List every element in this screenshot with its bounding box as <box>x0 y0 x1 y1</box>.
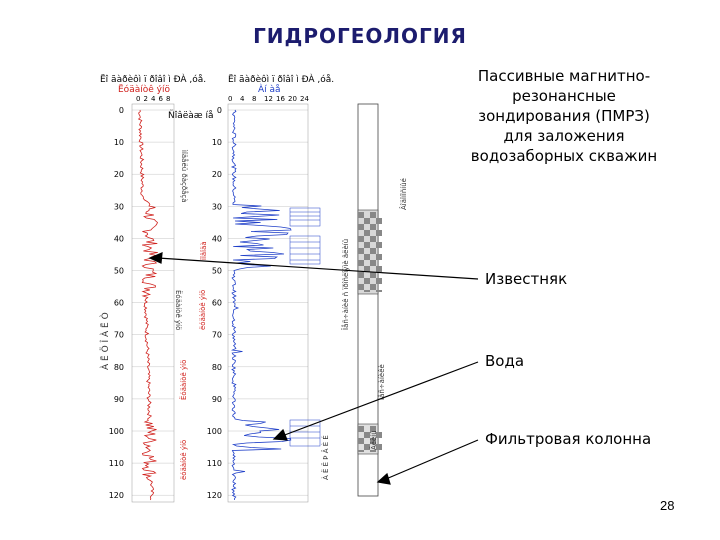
depth-tick-label: 10 <box>211 138 222 148</box>
depth-tick-label: 70 <box>113 330 124 340</box>
description-line: Пассивные магнитно- <box>477 67 651 85</box>
pattern-cell <box>358 260 364 266</box>
top-scale-left <box>136 95 170 103</box>
svg-text:Ãëèíû: Ãëèíû <box>370 430 378 450</box>
scale-tick-label: 8 <box>252 95 257 103</box>
water-zones <box>290 208 320 446</box>
depth-tick-label: 80 <box>211 362 222 372</box>
depth-tick-label: 10 <box>113 138 124 148</box>
pattern-cell <box>364 278 370 284</box>
pattern-cell <box>370 224 376 230</box>
pattern-cell <box>358 224 364 230</box>
pattern-cell <box>370 212 376 218</box>
depth-tick-label: 50 <box>211 266 222 276</box>
scale-tick-label: 0 <box>228 95 233 103</box>
pattern-cell <box>364 290 370 292</box>
pattern-cell <box>358 284 364 290</box>
pattern-cell <box>376 218 382 224</box>
figure-header-left: Ëî ãàðèôì ï ðîâî ì ÐÀ ,óå. <box>100 75 207 85</box>
description-text <box>464 66 664 166</box>
figure-header-left-red: Ëóäàíòê ýíö <box>118 85 170 95</box>
svg-text:Ëóäàíòê ýíö: Ëóäàíòê ýíö <box>180 359 188 400</box>
pattern-cell <box>364 230 370 236</box>
depth-tick-label: 90 <box>113 394 124 404</box>
callout-limestone: Известняк <box>485 270 568 288</box>
depth-tick-label: 120 <box>108 491 124 501</box>
svg-text:À Ë Ö Î À Ë Ò: À Ë Ö Î À Ë Ò <box>101 312 111 370</box>
depth-tick-label: 80 <box>113 362 124 372</box>
depth-tick-label: 20 <box>211 170 222 180</box>
scale-tick-label: 4 <box>151 95 156 103</box>
depth-tick-label: 90 <box>211 394 222 404</box>
pattern-cell <box>376 242 382 248</box>
depth-tick-label: 60 <box>113 298 124 308</box>
pattern-cell <box>370 284 376 290</box>
pattern-cell <box>364 242 370 248</box>
pattern-cell <box>358 236 364 242</box>
scale-tick-label: 24 <box>300 95 309 103</box>
description-line: зондирования (ПМРЗ) <box>478 107 650 125</box>
svg-text:ìîäåëü ðàçðåçà: ìîäåëü ðàçðåçà <box>180 150 188 203</box>
depth-tick-label: 40 <box>211 234 222 244</box>
depth-tick-label: 100 <box>108 427 124 436</box>
pattern-cell <box>370 260 376 266</box>
svg-text:ëóäàíòê ýíö: ëóäàíòê ýíö <box>199 289 207 330</box>
depth-axis-left <box>109 106 124 500</box>
depth-tick-label: 110 <box>108 459 124 469</box>
callout-arrows <box>150 253 478 484</box>
svg-text:À Ë Ë Þ Â È É: À Ë Ë Þ Â È É <box>322 435 330 480</box>
svg-text:Âîäîíîñíûé: Âîäîíîñíûé <box>400 178 408 210</box>
slide-title: ГИДРОГЕОЛОГИЯ <box>253 24 467 48</box>
pattern-cell <box>358 212 364 218</box>
depth-tick-label: 30 <box>211 202 222 212</box>
depth-tick-label: 50 <box>113 266 124 276</box>
scale-tick-label: 2 <box>143 95 148 103</box>
depth-tick-label: 40 <box>113 234 124 244</box>
scale-tick-label: 6 <box>158 95 163 103</box>
description-line: для заложения <box>503 127 625 145</box>
pattern-cell <box>358 450 364 452</box>
depth-tick-label: 120 <box>206 491 222 501</box>
pattern-cell <box>376 266 382 272</box>
page-number: 28 <box>660 498 675 513</box>
pattern-cell <box>364 254 370 260</box>
svg-text:Ëóäàíòê ýíö: Ëóäàíòê ýíö <box>174 290 182 331</box>
pattern-cell <box>358 272 364 278</box>
svg-text:ïîâîäà: ïîâîäà <box>200 241 208 260</box>
scale-tick-label: 4 <box>240 95 245 103</box>
svg-text:Ïåñ÷àíèêè: Ïåñ÷àíèêè <box>378 364 386 400</box>
pattern-cell <box>370 236 376 242</box>
depth-tick-label: 100 <box>206 427 222 436</box>
depth-tick-label: 70 <box>211 330 222 340</box>
figure-header-right-blue: Àí àå <box>258 85 281 95</box>
figure-small-label: Ñîâëàæ íå <box>168 111 214 121</box>
pattern-cell <box>376 254 382 260</box>
blue-log-curve <box>232 110 291 500</box>
pattern-cell <box>376 278 382 284</box>
callout-water: Вода <box>485 352 525 370</box>
pattern-cell <box>358 426 364 432</box>
description-line: водозаборных скважин <box>470 147 658 165</box>
top-scale-right <box>228 95 309 103</box>
depth-axis-right <box>207 106 222 500</box>
scale-tick-label: 8 <box>166 95 171 103</box>
svg-text:Ïåñ÷àíèê ñ ïðîñëîÿìè ãëèíû: Ïåñ÷àíèê ñ ïðîñëîÿìè ãëèíû <box>342 238 350 330</box>
scale-tick-label: 0 <box>136 95 141 103</box>
pattern-cell <box>370 272 376 278</box>
pattern-cell <box>376 230 382 236</box>
pattern-cell <box>358 438 364 444</box>
pattern-cell <box>370 248 376 254</box>
pattern-cell <box>358 248 364 254</box>
depth-tick-label: 110 <box>206 459 222 469</box>
red-track-frame <box>132 104 174 502</box>
depth-tick-label: 0 <box>118 106 124 115</box>
pattern-cell <box>364 218 370 224</box>
description-line: резонансные <box>512 87 616 105</box>
pattern-cell <box>376 290 382 292</box>
depth-tick-label: 60 <box>211 298 222 308</box>
svg-text:ëóäàíòê ýíö: ëóäàíòê ýíö <box>180 439 188 480</box>
depth-tick-label: 20 <box>113 170 124 180</box>
scale-tick-label: 20 <box>288 95 297 103</box>
callout-filter-column: Фильтровая колонна <box>485 430 652 448</box>
scale-tick-label: 12 <box>264 95 273 103</box>
scale-tick-label: 16 <box>276 95 285 103</box>
figure-header-right: Ëî ãàðèôì ï ðîâî ì ÐÀ ,óå. <box>228 75 335 85</box>
red-log-curve <box>139 110 158 500</box>
depth-tick-label: 30 <box>113 202 124 212</box>
depth-tick-label: 0 <box>216 106 222 115</box>
